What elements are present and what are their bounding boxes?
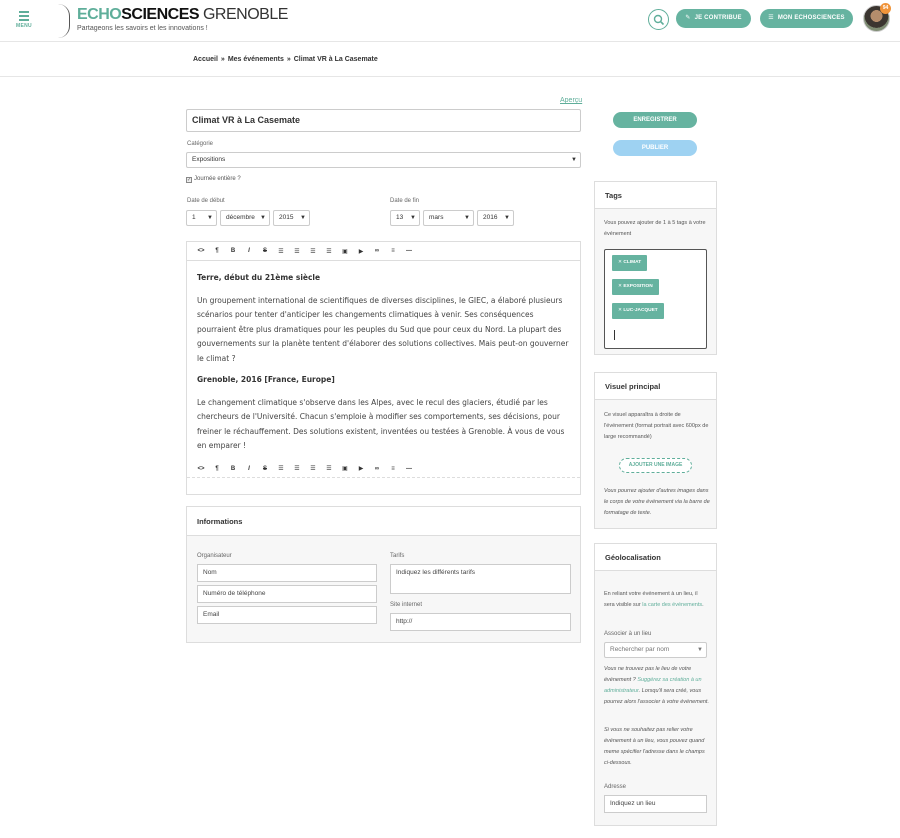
- website-label: Site internet: [390, 602, 423, 608]
- tags-panel: [594, 181, 717, 355]
- breadcrumb-my-events[interactable]: Mes événements: [227, 56, 284, 63]
- tags-help: Vous pouvez ajouter de 1 à 5 tags à votre événement: [604, 220, 706, 237]
- breadcrumb: [193, 56, 378, 63]
- content-paragraph-1: Un groupement international de scientifiques de diverses disciplines, le GIEC, a élaboré plusieurs scénarios pour tenter d'anticiper les changements climatiques à venir. Ses conséquences pourraient être plus dramatiques pour les peuples du Sud que pour ceux du Nord. La plupart des gouvernements sur la planète tentent d'élaborer des solutions collectives. Mais peut-on gouverner le climat ?: [197, 295, 569, 363]
- remove-tag-icon[interactable]: ✕: [618, 308, 624, 313]
- address-label: Adresse: [604, 784, 627, 790]
- geolocation-title: Géolocalisation: [595, 544, 716, 571]
- tag-label: EXPOSITION: [623, 284, 653, 289]
- category-label: Catégorie: [187, 141, 214, 147]
- logo-curve-icon: [58, 4, 70, 38]
- pencil-icon: ✎: [685, 15, 691, 21]
- breadcrumb-home[interactable]: Accueil: [193, 56, 218, 63]
- editor-content[interactable]: [187, 261, 580, 454]
- place-suggest-note: [604, 664, 710, 708]
- informations-panel: [186, 506, 581, 643]
- outdent-icon[interactable]: ☰: [310, 248, 316, 255]
- editor-toolbar: [187, 242, 580, 261]
- end-day-select[interactable]: [390, 210, 420, 226]
- end-month-select[interactable]: [423, 210, 474, 226]
- place-search-select[interactable]: [604, 642, 707, 658]
- organizer-email-input[interactable]: Email: [197, 606, 377, 624]
- menu-label: MENU: [16, 23, 32, 29]
- bullet-list-icon[interactable]: ☰: [278, 248, 284, 255]
- top-header: [0, 0, 900, 42]
- breadcrumb-current: Climat VR à La Casemate: [293, 56, 378, 63]
- start-day-select[interactable]: [186, 210, 217, 226]
- breadcrumb-separator: »: [286, 56, 291, 63]
- contribute-label: JE CONTRIBUE: [694, 15, 742, 21]
- numbered-list-icon[interactable]: ☰: [294, 248, 300, 255]
- paragraph-icon[interactable]: ¶: [215, 248, 219, 254]
- bold-icon[interactable]: B: [230, 248, 236, 254]
- italic-icon[interactable]: I: [248, 465, 250, 472]
- start-day-value: 1: [192, 214, 196, 221]
- tag-chip[interactable]: [612, 303, 664, 319]
- italic-icon[interactable]: I: [248, 248, 250, 254]
- geolocation-panel: [594, 543, 717, 826]
- caret-down-icon: ▼: [207, 215, 213, 221]
- start-date-label: Date de début: [187, 198, 225, 204]
- list-icon: ☰: [768, 15, 774, 21]
- start-month-value: décembre: [226, 214, 255, 221]
- end-day-value: 13: [396, 214, 404, 221]
- editor-sticky-toolbar: [187, 460, 580, 478]
- main-visual-note: Vous pourrez ajouter d'autres images dans le corps de votre événement via la barre de formatage de texte.: [604, 488, 710, 516]
- my-echosciences-label: MON ECHOSCIENCES: [777, 15, 845, 21]
- end-year-select[interactable]: [477, 210, 514, 226]
- caret-down-icon: ▼: [697, 647, 703, 653]
- rich-text-editor[interactable]: [186, 241, 581, 495]
- content-paragraph-2: Le changement climatique s'observe dans les Alpes, avec le recul des glaciers, étudié par les chercheurs de l'Université. Chacun s'emploie à modifier ses comportements, ses décisions, pour freiner le réchauffement. Des solutions existent, inventées ou testées à Grenoble. À vous de vous en emparer !: [197, 397, 565, 450]
- geolocation-intro-text: En reliant votre événement à un lieu, il sera visible sur: [604, 591, 698, 608]
- save-button[interactable]: ENREGISTRER: [613, 112, 697, 128]
- main-visual-help: Ce visuel apparaîtra à droite de l'événement (format portrait avec 600px de large recommandé): [604, 412, 709, 440]
- image-icon[interactable]: ▣: [342, 248, 348, 255]
- caret-down-icon: ▼: [260, 215, 266, 221]
- place-suggest-text-end: . Lorsqu'il sera créé, vous pourrez alors l'associer à votre événement.: [604, 688, 709, 705]
- geolocation-intro-end: .: [702, 602, 704, 608]
- site-logo[interactable]: [77, 6, 288, 32]
- notification-badge[interactable]: 94: [880, 3, 891, 14]
- numbered-list-icon[interactable]: ☰: [294, 466, 300, 472]
- category-select[interactable]: [186, 152, 581, 168]
- place-search-placeholder: Rechercher par nom: [610, 646, 670, 653]
- image-icon[interactable]: ▣: [342, 466, 348, 472]
- align-icon[interactable]: ≡: [391, 248, 395, 254]
- end-year-value: 2016: [483, 214, 498, 221]
- organizer-name-input[interactable]: Nom: [197, 564, 377, 582]
- text-cursor: [614, 330, 615, 340]
- code-icon[interactable]: <>: [197, 248, 205, 254]
- geolocation-intro: [604, 589, 708, 611]
- tags-title: Tags: [595, 182, 716, 209]
- caret-down-icon: ▼: [504, 215, 510, 221]
- organizer-label: Organisateur: [197, 553, 232, 559]
- video-icon[interactable]: ▶: [358, 248, 364, 255]
- my-echosciences-button[interactable]: [760, 9, 853, 28]
- outdent-icon[interactable]: ☰: [310, 466, 316, 472]
- start-year-value: 2015: [279, 214, 294, 221]
- align-icon[interactable]: ≡: [391, 465, 395, 472]
- caret-down-icon: ▼: [571, 157, 577, 163]
- main-visual-title: Visuel principal: [595, 373, 716, 400]
- category-value: Expositions: [192, 156, 226, 163]
- paragraph-icon[interactable]: ¶: [215, 465, 219, 472]
- events-map-link[interactable]: la carte des événements: [642, 602, 703, 608]
- organizer-phone-input[interactable]: Numéro de téléphone: [197, 585, 377, 603]
- contribute-button[interactable]: [676, 9, 751, 28]
- video-icon[interactable]: ▶: [358, 466, 364, 472]
- link-icon[interactable]: ∞: [374, 248, 380, 254]
- link-icon[interactable]: ∞: [374, 465, 380, 472]
- start-month-select[interactable]: [220, 210, 270, 226]
- tag-label: LUC-JACQUET: [623, 308, 658, 313]
- informations-title: Informations: [187, 507, 580, 536]
- main-visual-panel: [594, 372, 717, 529]
- add-image-button[interactable]: AJOUTER UNE IMAGE: [619, 458, 692, 473]
- tags-input[interactable]: [604, 249, 707, 349]
- prices-textarea[interactable]: Indiquez les différents tarifs: [390, 564, 571, 594]
- all-day-checkbox[interactable]: [186, 176, 241, 183]
- code-icon[interactable]: <>: [197, 465, 205, 472]
- menu-button[interactable]: [14, 9, 34, 29]
- prices-label: Tarifs: [390, 553, 405, 559]
- breadcrumb-separator: »: [220, 56, 225, 63]
- tag-label: CLIMAT: [623, 260, 642, 265]
- logo-city: GRENOBLE: [199, 6, 288, 23]
- horizontal-rule-icon[interactable]: —: [406, 465, 412, 472]
- bullet-list-icon[interactable]: ☰: [278, 466, 284, 472]
- address-note: Si vous ne souhaitez pas relier votre événement à un lieu, vous pouvez quand meme spécifier l'adresse dans le champs ci-dessous.: [604, 727, 705, 766]
- indent-icon[interactable]: ☰: [326, 248, 332, 255]
- publish-button[interactable]: PUBLIER: [613, 140, 697, 156]
- tag-chip[interactable]: [612, 255, 647, 271]
- address-input[interactable]: Indiquez un lieu: [604, 795, 707, 813]
- breadcrumb-bar: [0, 43, 900, 77]
- search-button[interactable]: [648, 9, 669, 30]
- logo-sciences: SCIENCES: [121, 6, 200, 23]
- strikethrough-icon[interactable]: S: [262, 465, 267, 472]
- hamburger-icon: [14, 11, 34, 21]
- caret-down-icon: ▼: [464, 215, 470, 221]
- bold-icon[interactable]: B: [230, 465, 236, 472]
- title-input[interactable]: Climat VR à La Casemate: [186, 109, 581, 132]
- preview-link[interactable]: Aperçu: [560, 97, 583, 104]
- end-month-value: mars: [429, 214, 444, 221]
- place-suggest-text: Vous ne trouvez pas le lieu de votre événement ?: [604, 666, 692, 683]
- end-date-label: Date de fin: [390, 198, 420, 204]
- suggest-creation-link[interactable]: Suggérez sa création à un administrateur: [604, 677, 702, 694]
- content-heading-1: Terre, début du 21ème siècle: [197, 273, 321, 282]
- remove-tag-icon[interactable]: ✕: [618, 284, 624, 289]
- search-icon: [653, 14, 665, 26]
- all-day-label: Journée entière ?: [194, 176, 241, 182]
- logo-tagline: Partageons les savoirs et les innovations !: [77, 25, 208, 32]
- indent-icon[interactable]: ☰: [326, 466, 332, 472]
- start-year-select[interactable]: [273, 210, 310, 226]
- tag-chip[interactable]: [612, 279, 659, 295]
- remove-tag-icon[interactable]: ✕: [618, 260, 624, 265]
- content-heading-2: Grenoble, 2016 [France, Europe]: [197, 375, 335, 384]
- website-input[interactable]: http://: [390, 613, 571, 631]
- logo-echo: ECHO: [77, 6, 122, 23]
- associate-place-label: Associer à un lieu: [604, 631, 652, 637]
- caret-down-icon: ▼: [410, 215, 416, 221]
- checkbox-checked-icon: ✓: [187, 177, 192, 183]
- caret-down-icon: ▼: [300, 215, 306, 221]
- strikethrough-icon[interactable]: S: [262, 248, 267, 254]
- horizontal-rule-icon[interactable]: —: [406, 248, 412, 254]
